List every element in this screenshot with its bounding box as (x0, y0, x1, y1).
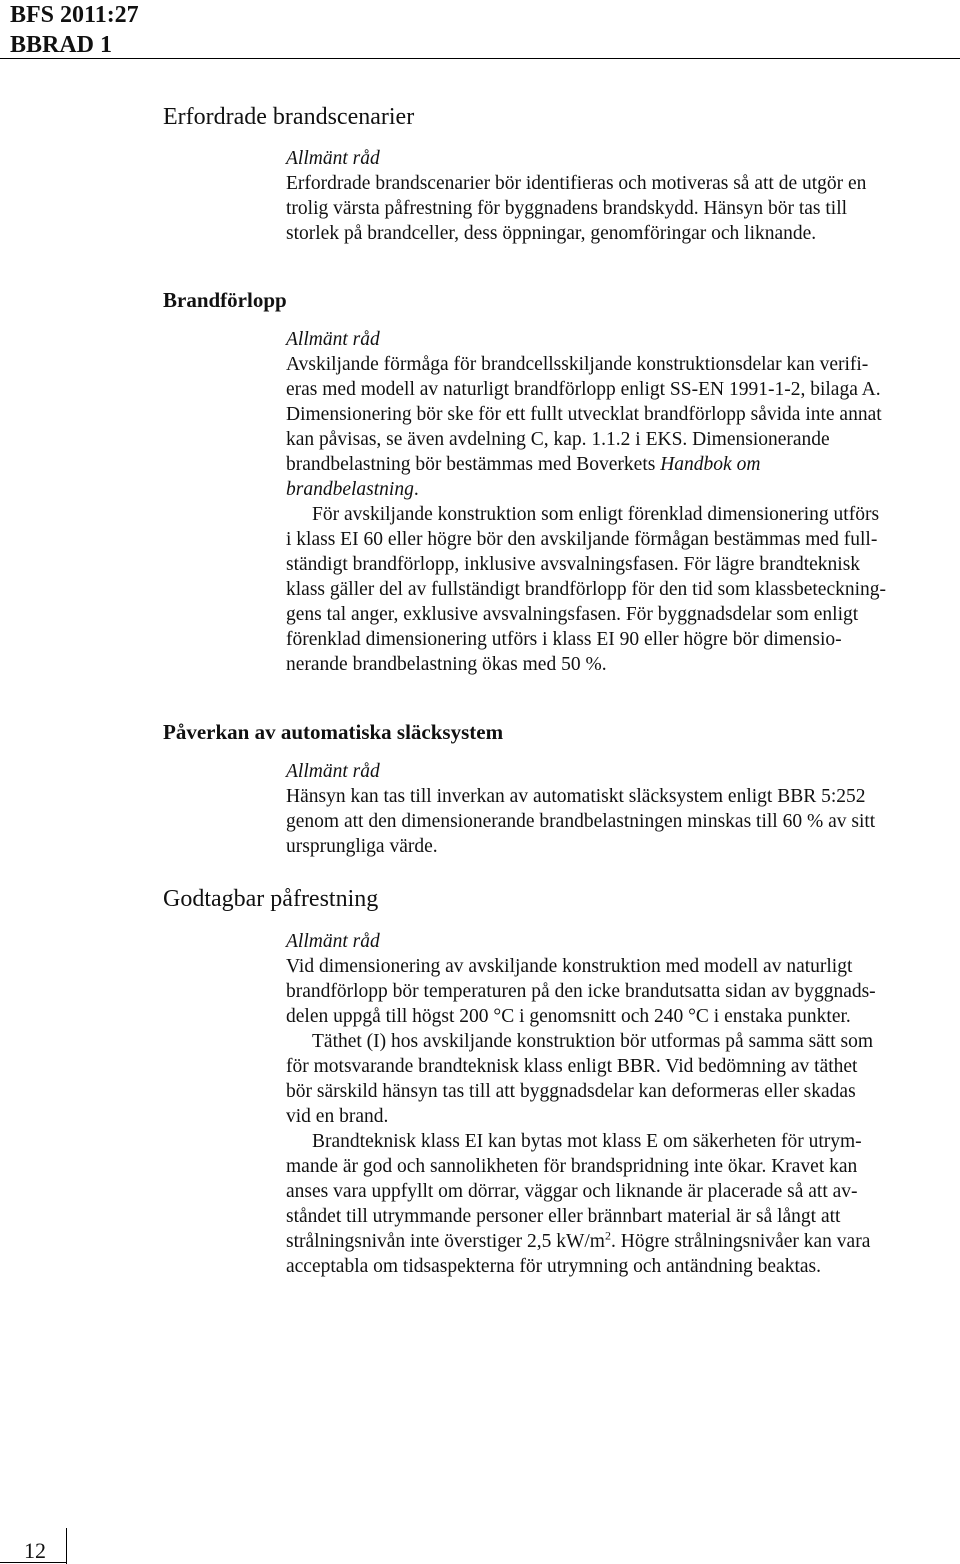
body-line: Hänsyn kan tas till inverkan av automatiskt släcksystem enligt BBR 5:252 (286, 786, 866, 807)
document-header (10, 0, 139, 60)
book-title: Handbok om (660, 454, 761, 475)
body-line (286, 477, 956, 502)
body-line: för motsvarande brandteknisk klass enligt BBR. Vid bedömning av täthet (286, 1056, 858, 1077)
page-number: 12 (24, 1538, 46, 1563)
section-brandforlopp (286, 327, 956, 677)
superscript: 2 (604, 1228, 611, 1243)
body-text: . (413, 479, 419, 500)
body-line: bör särskild hänsyn tas till att byggnadsdelar kan deformeras eller skadas (286, 1081, 856, 1102)
body-text: brandbelastning bör bestämmas med Boverkets (286, 454, 661, 475)
body-line: Erfordrade brandscenarier bör identifieras och motiveras så att de utgör en (286, 173, 867, 194)
body-line (286, 1229, 956, 1254)
body-line: brandförlopp bör temperaturen på den icke brandutsatta sidan av byggnads- (286, 981, 876, 1002)
body-line: klass gäller del av fullständigt brandförlopp för den tid som klassbeteckning- (286, 579, 887, 600)
body-line: ständigt brandförlopp, inklusive avsvalningsfasen. För lägre brandteknisk (286, 554, 861, 575)
body-line: ursprungliga värde. (286, 836, 438, 857)
body-line (286, 452, 956, 477)
body-line: För avskiljande konstruktion som enligt förenklad dimensionering utförs (312, 504, 880, 525)
body-line: acceptabla om tidsaspekterna för utrymning och antändning beaktas. (286, 1256, 821, 1277)
body-line: trolig värsta påfrestning för byggnadens brandskydd. Hänsyn bör tas till (286, 198, 848, 219)
body-line: storlek på brandceller, dess öppningar, genomföringar och liknande. (286, 223, 817, 244)
body-line: vid en brand. (286, 1106, 389, 1127)
body-line: Täthet (I) hos avskiljande konstruktion bör utformas på samma sätt som (312, 1031, 874, 1052)
footer-rule-horizontal (0, 1562, 66, 1563)
body-line: förenklad dimensionering utförs i klass EI 90 eller högre bör dimensio- (286, 629, 842, 650)
body-line: Dimensionering bör ske för ett fullt utvecklat brandförlopp såvida inte annat (286, 404, 882, 425)
body-line: mande är god och sannolikheten för brandspridning inte ökar. Kravet kan (286, 1156, 858, 1177)
advice-label: Allmänt råd (286, 931, 380, 952)
advice-label: Allmänt råd (286, 148, 380, 169)
section-erfordrade-brandscenarier (286, 146, 956, 246)
header-rule (0, 58, 960, 59)
body-line: genom att den dimensionerande brandbelastningen minskas till 60 % av sitt (286, 811, 876, 832)
header-doc-id: BFS 2011:27 (10, 2, 139, 28)
heading-godtagbar-pafrestning: Godtagbar påfrestning (163, 886, 379, 912)
header-doc-name: BBRAD 1 (10, 32, 113, 58)
body-text: strålningsnivån inte överstiger 2,5 kW/m (286, 1231, 605, 1252)
heading-brandforlopp: Brandförlopp (163, 288, 287, 312)
heading-erfordrade-brandscenarier: Erfordrade brandscenarier (163, 104, 415, 130)
heading-paverkan-slacksystem: Påverkan av automatiska släcksystem (163, 720, 504, 744)
advice-label: Allmänt råd (286, 329, 380, 350)
body-line: eras med modell av naturligt brandförlopp enligt SS-EN 1991-1-2, bilaga A. (286, 379, 881, 400)
body-line: delen uppgå till högst 200 °C i genomsnitt och 240 °C i enstaka punkter. (286, 1006, 851, 1027)
body-line: Brandteknisk klass EI kan bytas mot klass E om säkerheten för utrym- (312, 1131, 862, 1152)
section-paverkan-slacksystem (286, 759, 956, 859)
body-line: gens tal anger, exklusive avsvalningsfasen. För byggnadsdelar som enligt (286, 604, 859, 625)
body-line: ståndet till utrymmande personer eller brännbart material är så långt att (286, 1206, 841, 1227)
body-line: anses vara uppfyllt om dörrar, väggar och liknande är placerade så att av- (286, 1181, 858, 1202)
body-line: Avskiljande förmåga för brandcellsskiljande konstruktionsdelar kan verifi- (286, 354, 869, 375)
advice-label: Allmänt råd (286, 761, 380, 782)
section-godtagbar-pafrestning (286, 929, 956, 1279)
body-line: kan påvisas, se även avdelning C, kap. 1.1.2 i EKS. Dimensionerande (286, 429, 830, 450)
body-line: nerande brandbelastning ökas med 50 %. (286, 654, 607, 675)
body-line: Vid dimensionering av avskiljande konstruktion med modell av naturligt (286, 956, 853, 977)
book-title: brandbelastning (286, 479, 414, 500)
body-line: i klass EI 60 eller högre bör den avskiljande förmågan bestämmas med full- (286, 529, 878, 550)
body-text: . Högre strålningsnivåer kan vara (610, 1231, 871, 1252)
footer-rule-vertical (66, 1528, 67, 1564)
